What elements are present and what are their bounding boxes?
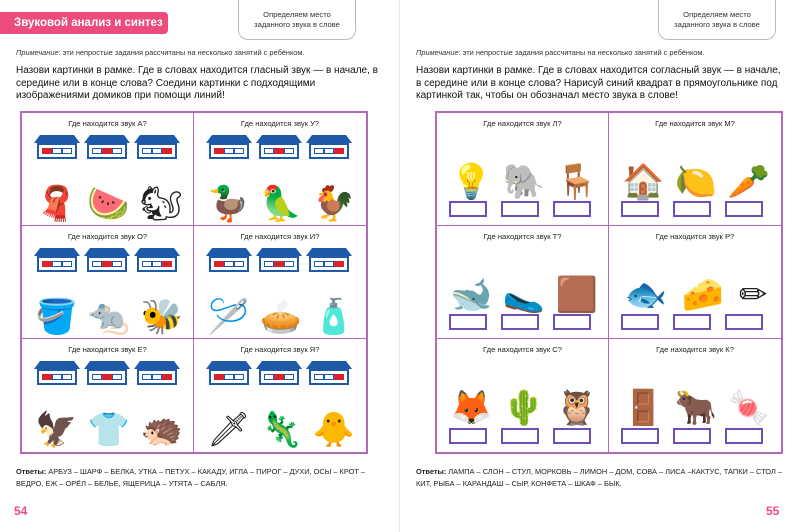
house-body bbox=[137, 256, 177, 272]
window bbox=[152, 261, 162, 267]
house-diagram[interactable] bbox=[258, 361, 300, 385]
house-body bbox=[209, 143, 249, 159]
answer-box[interactable] bbox=[621, 201, 659, 217]
task-cell bbox=[437, 226, 609, 339]
window bbox=[234, 148, 244, 154]
window bbox=[224, 148, 234, 154]
task-grid-vowels bbox=[20, 111, 368, 454]
window bbox=[142, 261, 152, 267]
task-cell bbox=[194, 113, 366, 226]
marked-window bbox=[42, 261, 52, 267]
note-text: : эти непростые задания рассчитаны на несколько занятий с ребёнком. bbox=[58, 48, 305, 57]
window bbox=[314, 374, 324, 380]
fox-icon[interactable]: 🦊 bbox=[450, 388, 493, 427]
answer-box[interactable] bbox=[621, 314, 659, 330]
answer-boxes bbox=[449, 428, 591, 444]
note-text: : эти непростые задания рассчитаны на несколько занятий с ребёнком. bbox=[458, 48, 705, 57]
watermelon-icon[interactable]: 🍉 bbox=[87, 185, 130, 223]
window bbox=[284, 148, 294, 154]
house-diagram[interactable] bbox=[308, 361, 350, 385]
house-diagrams bbox=[36, 135, 178, 159]
note-label: Примечание bbox=[416, 48, 459, 57]
cell-question: Где находится звук У? bbox=[240, 119, 320, 128]
window bbox=[234, 261, 244, 267]
marked-window bbox=[102, 261, 112, 267]
task-cell bbox=[194, 339, 366, 452]
window bbox=[62, 374, 72, 380]
clothesline-icon[interactable]: 👕 bbox=[87, 410, 131, 449]
window bbox=[52, 374, 62, 380]
house-body bbox=[37, 256, 77, 272]
answer-box[interactable] bbox=[725, 201, 763, 217]
marked-window bbox=[102, 374, 112, 380]
window bbox=[284, 261, 294, 267]
pie-icon[interactable]: 🥧 bbox=[259, 297, 303, 336]
house-icon[interactable]: 🏠 bbox=[622, 163, 665, 201]
pencil-icon[interactable]: ✏ bbox=[739, 275, 768, 314]
table-icon[interactable]: 🟫 bbox=[555, 275, 598, 314]
answer-box[interactable] bbox=[725, 428, 763, 444]
carrot-icon[interactable]: 🥕 bbox=[727, 163, 770, 201]
house-roof bbox=[206, 248, 252, 256]
window bbox=[142, 374, 152, 380]
window bbox=[52, 148, 62, 154]
house-diagram[interactable] bbox=[36, 135, 78, 159]
window bbox=[112, 148, 122, 154]
cell-question: Где находится звук Я? bbox=[240, 344, 320, 354]
pictures-row bbox=[30, 169, 188, 221]
house-diagram[interactable] bbox=[86, 135, 128, 159]
house-body bbox=[87, 256, 127, 272]
marked-window bbox=[214, 148, 224, 154]
house-diagram[interactable] bbox=[208, 135, 250, 159]
window bbox=[52, 261, 62, 267]
lizard-icon[interactable]: 🦎 bbox=[260, 410, 303, 449]
cell-question: Где находится звук А? bbox=[68, 119, 147, 128]
window bbox=[264, 374, 274, 380]
house-body bbox=[209, 369, 249, 385]
answers bbox=[16, 466, 388, 490]
answer-boxes bbox=[621, 314, 763, 330]
house-diagram[interactable] bbox=[86, 361, 128, 385]
window bbox=[264, 148, 274, 154]
house-diagram[interactable] bbox=[86, 248, 128, 272]
house-roof bbox=[84, 135, 130, 143]
answer-boxes bbox=[621, 428, 763, 444]
perfume-icon[interactable]: 🧴 bbox=[312, 297, 355, 336]
lamp-icon[interactable]: 💡 bbox=[450, 163, 493, 201]
house-diagram[interactable] bbox=[258, 248, 300, 272]
task-cell bbox=[22, 226, 194, 339]
cockatoo-icon[interactable]: 🦜 bbox=[259, 185, 303, 223]
house-body bbox=[137, 369, 177, 385]
pictures-row bbox=[617, 135, 775, 199]
cactus-icon[interactable]: 🌵 bbox=[502, 388, 546, 427]
pictures-row bbox=[30, 282, 188, 334]
cell-question: Где находится звук И? bbox=[240, 231, 320, 241]
marked-window bbox=[274, 374, 284, 380]
house-body bbox=[259, 256, 299, 272]
window bbox=[152, 148, 162, 154]
page-number: 54 bbox=[14, 504, 28, 518]
task-grid-consonants bbox=[435, 111, 783, 454]
squirrel-icon[interactable]: 🐿 bbox=[139, 185, 183, 223]
note-label: Примечание bbox=[16, 48, 59, 57]
topic-line-2: заданного звука в слове bbox=[254, 20, 340, 29]
task-text: Назови картинки в рамке. Где в словах находится согласный звук — в начале, в середине или в конце слова? Нарисуй синий квадрат в прямоугольнике под картинкой так, чтобы он обозначал место звука в слове! bbox=[416, 65, 781, 102]
page-number: 55 bbox=[766, 504, 780, 518]
house-roof bbox=[206, 135, 252, 143]
pictures-row bbox=[202, 395, 360, 447]
chair-icon[interactable]: 🪑 bbox=[555, 163, 598, 201]
house-diagram[interactable] bbox=[36, 248, 78, 272]
house-body bbox=[209, 256, 249, 272]
task-cell bbox=[437, 113, 609, 226]
house-body bbox=[309, 369, 349, 385]
window bbox=[92, 374, 102, 380]
house-roof bbox=[84, 248, 130, 256]
marked-window bbox=[214, 261, 224, 267]
house-diagram[interactable] bbox=[136, 135, 178, 159]
cell-question: Где находится звук М? bbox=[655, 119, 735, 128]
answer-box[interactable] bbox=[501, 314, 539, 330]
answer-boxes bbox=[449, 201, 591, 217]
window bbox=[142, 148, 152, 154]
window bbox=[92, 148, 102, 154]
house-roof bbox=[256, 135, 302, 143]
house-roof bbox=[134, 361, 180, 369]
house-diagram[interactable] bbox=[208, 248, 250, 272]
answer-box[interactable] bbox=[673, 314, 711, 330]
window bbox=[92, 261, 102, 267]
marked-window bbox=[162, 261, 172, 267]
window bbox=[314, 148, 324, 154]
cell-question: Где находится звук К? bbox=[656, 344, 734, 354]
lemon-icon[interactable]: 🍋 bbox=[674, 163, 718, 201]
rooster-icon[interactable]: 🐓 bbox=[312, 185, 355, 223]
answer-box[interactable] bbox=[673, 201, 711, 217]
answer-box[interactable] bbox=[553, 428, 591, 444]
house-roof bbox=[34, 361, 80, 369]
pictures-row bbox=[202, 169, 360, 221]
mole-icon[interactable]: 🐀 bbox=[87, 297, 131, 336]
hedgehog-icon[interactable]: 🦔 bbox=[140, 410, 183, 449]
house-diagrams bbox=[208, 135, 350, 159]
house-roof bbox=[134, 248, 180, 256]
task-cell bbox=[437, 339, 609, 452]
house-roof bbox=[256, 361, 302, 369]
window bbox=[324, 261, 334, 267]
house-body bbox=[137, 143, 177, 159]
pictures-row bbox=[445, 361, 603, 425]
bucket-icon[interactable]: 🪣 bbox=[35, 297, 78, 336]
task-cell bbox=[22, 339, 194, 452]
marked-window bbox=[162, 148, 172, 154]
answer-box[interactable] bbox=[673, 428, 711, 444]
answer-box[interactable] bbox=[621, 428, 659, 444]
house-roof bbox=[306, 135, 352, 143]
scarf-icon[interactable]: 🧣 bbox=[35, 185, 78, 223]
house-diagrams bbox=[36, 248, 178, 272]
house-roof bbox=[84, 361, 130, 369]
house-roof bbox=[34, 135, 80, 143]
answer-boxes bbox=[621, 201, 763, 217]
needle-icon[interactable]: 🪡 bbox=[207, 297, 250, 336]
marked-window bbox=[334, 148, 344, 154]
elephant-icon[interactable]: 🐘 bbox=[502, 163, 546, 201]
owl-icon[interactable]: 🦉 bbox=[555, 388, 598, 427]
window bbox=[152, 374, 162, 380]
ducklings-icon[interactable]: 🐥 bbox=[312, 410, 355, 449]
answer-box[interactable] bbox=[449, 314, 487, 330]
house-diagrams bbox=[208, 248, 350, 272]
house-roof bbox=[206, 361, 252, 369]
house-roof bbox=[256, 248, 302, 256]
answers-label: Ответы: bbox=[16, 467, 47, 476]
wasps-icon[interactable]: 🐝 bbox=[140, 297, 183, 336]
marked-window bbox=[274, 148, 284, 154]
task-text: Назови картинки в рамке. Где в словах находится гласный звук — в начале, в середине или в конце слова? Соедини картинки с подходящими изображениями домиков при помощи линий! bbox=[16, 65, 378, 102]
house-body bbox=[309, 143, 349, 159]
marked-window bbox=[162, 374, 172, 380]
answer-box[interactable] bbox=[449, 428, 487, 444]
whale-icon[interactable]: 🐋 bbox=[450, 275, 493, 314]
window bbox=[224, 261, 234, 267]
marked-window bbox=[334, 261, 344, 267]
house-diagram[interactable] bbox=[136, 361, 178, 385]
answers-text: АРБУЗ – ШАРФ – БЕЛКА, УТКА – ПЕТУХ – КАКАДУ, ИГЛА – ПИРОГ – ДУХИ, ОСЫ – КРОТ – ВЕДРО, ЕЖ – ОРЁЛ – БЕЛЬЕ, ЯЩЕРИЦА – УТЯТА – САБЛЯ. bbox=[16, 467, 366, 488]
note bbox=[16, 48, 388, 57]
cheese-icon[interactable]: 🧀 bbox=[681, 275, 725, 314]
cell-question: Где находится звук С? bbox=[483, 344, 562, 354]
answer-box[interactable] bbox=[553, 314, 591, 330]
house-diagram[interactable] bbox=[308, 248, 350, 272]
house-diagram[interactable] bbox=[136, 248, 178, 272]
house-roof bbox=[306, 248, 352, 256]
house-body bbox=[259, 143, 299, 159]
task-cell bbox=[194, 226, 366, 339]
answer-boxes bbox=[449, 314, 591, 330]
task-cell bbox=[609, 113, 781, 226]
answer-box[interactable] bbox=[725, 314, 763, 330]
house-diagram[interactable] bbox=[208, 361, 250, 385]
house-body bbox=[309, 256, 349, 272]
topic-line-1: Определяем место bbox=[263, 10, 331, 19]
answers-text: ЛАМПА – СЛОН – СТУЛ, МОРКОВЬ – ЛИМОН – ДОМ, СОВА – ЛИСА –КАКТУС, ТАПКИ – СТОЛ – КИТ, РЫБА – КАРАНДАШ – СЫР, КОНФЕТА – ШКАФ – БЫК. bbox=[416, 467, 782, 488]
window bbox=[112, 261, 122, 267]
cell-question: Где находится звук Л? bbox=[483, 119, 562, 128]
wardrobe-icon[interactable]: 🚪 bbox=[622, 388, 665, 427]
pictures-row bbox=[202, 282, 360, 334]
answers bbox=[416, 466, 788, 490]
answer-box[interactable] bbox=[501, 428, 539, 444]
house-roof bbox=[306, 361, 352, 369]
fish-icon[interactable]: 🐟 bbox=[624, 275, 667, 314]
house-roof bbox=[134, 135, 180, 143]
saber-icon[interactable]: 🗡 bbox=[207, 410, 251, 449]
window bbox=[324, 148, 334, 154]
marked-window bbox=[42, 148, 52, 154]
eagle-icon[interactable]: 🦅 bbox=[35, 410, 78, 449]
marked-window bbox=[334, 374, 344, 380]
answer-box[interactable] bbox=[553, 201, 591, 217]
pictures-row bbox=[445, 248, 603, 312]
window bbox=[284, 374, 294, 380]
candy-icon[interactable]: 🍬 bbox=[727, 388, 770, 427]
answers-label: Ответы: bbox=[416, 467, 447, 476]
bull-icon[interactable]: 🐂 bbox=[674, 388, 718, 427]
duck-icon[interactable]: 🦆 bbox=[207, 185, 250, 223]
marked-window bbox=[214, 374, 224, 380]
note bbox=[416, 48, 788, 57]
house-diagram[interactable] bbox=[308, 135, 350, 159]
house-body bbox=[259, 369, 299, 385]
task-cell bbox=[609, 339, 781, 452]
house-body bbox=[37, 143, 77, 159]
answer-box[interactable] bbox=[449, 201, 487, 217]
task-cell bbox=[22, 113, 194, 226]
window bbox=[324, 374, 334, 380]
pictures-row bbox=[617, 361, 775, 425]
topic-line-2: заданного звука в слове bbox=[674, 20, 760, 29]
window bbox=[112, 374, 122, 380]
window bbox=[224, 374, 234, 380]
topic-label bbox=[238, 0, 356, 40]
cell-question: Где находится звук Т? bbox=[483, 231, 562, 241]
slippers-icon[interactable]: 🥿 bbox=[502, 275, 546, 314]
house-body bbox=[37, 369, 77, 385]
house-diagram[interactable] bbox=[258, 135, 300, 159]
pictures-row bbox=[445, 135, 603, 199]
marked-window bbox=[102, 148, 112, 154]
house-body bbox=[87, 369, 127, 385]
topic-label bbox=[658, 0, 776, 40]
pictures-row bbox=[30, 395, 188, 447]
section-title: Звуковой анализ и синтез bbox=[0, 12, 168, 34]
cell-question: Где находится звук Е? bbox=[68, 344, 147, 354]
house-roof bbox=[34, 248, 80, 256]
house-diagram[interactable] bbox=[36, 361, 78, 385]
window bbox=[234, 374, 244, 380]
task-cell bbox=[609, 226, 781, 339]
cell-question: Где находится звук Р? bbox=[655, 231, 735, 241]
house-diagrams bbox=[36, 361, 178, 385]
window bbox=[314, 261, 324, 267]
cell-question: Где находится звук О? bbox=[67, 231, 148, 241]
house-body bbox=[87, 143, 127, 159]
marked-window bbox=[42, 374, 52, 380]
marked-window bbox=[274, 261, 284, 267]
pictures-row bbox=[617, 248, 775, 312]
window bbox=[62, 148, 72, 154]
answer-box[interactable] bbox=[501, 201, 539, 217]
house-diagrams bbox=[208, 361, 350, 385]
window bbox=[62, 261, 72, 267]
topic-line-1: Определяем место bbox=[683, 10, 751, 19]
window bbox=[264, 261, 274, 267]
right-page bbox=[400, 0, 800, 532]
